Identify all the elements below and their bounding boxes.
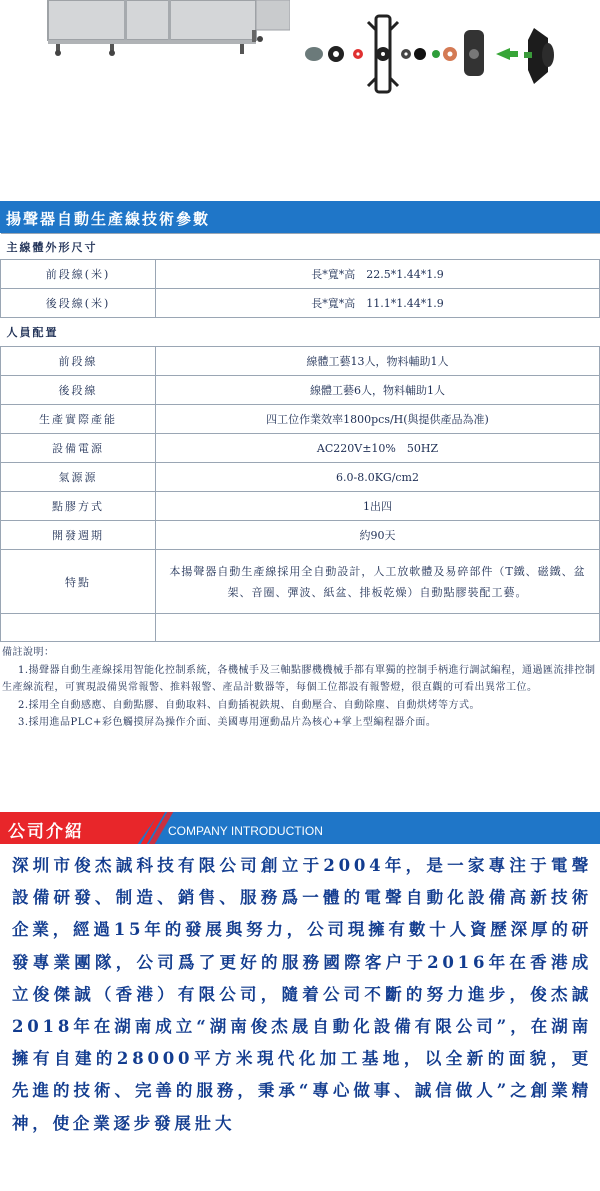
spec-table — [0, 233, 600, 642]
row-value: 線體工藝6人，物料輔助1人 — [156, 376, 600, 405]
row-value: 四工位作業效率1800pcs/H(與提供產品為准) — [156, 405, 600, 434]
notes — [0, 644, 600, 732]
row-value: 6.0-8.0KG/cm2 — [156, 463, 600, 492]
feature-label: 特點 — [1, 550, 156, 614]
row-label: 氣源源 — [1, 463, 156, 492]
table-row — [1, 550, 600, 614]
table-row — [1, 492, 600, 521]
feature-value: 本揚聲器自動生產線採用全自動設計，人工放軟體及易碎部件（T鐵、磁鐵、盆架、音圈、彈波、紙盆、排板乾燥）自動點膠裝配工藝。 — [156, 550, 600, 614]
row-label: 後段線(米) — [1, 289, 156, 318]
note-item: 1.揚聲器自動生產線採用智能化控制系統，各機械手及三軸點膠機機械手都有單獨的控制手柄進行調試編程，通過匯流排控制生產線流程，可實現設備異常報警、推料報警、產品計數器等，每個工位都設有報警燈，很直觀的可看出異常工位。 — [2, 664, 596, 693]
table-row — [1, 521, 600, 550]
spec-title: 揚聲器自動生產線技術參數 — [0, 201, 600, 233]
row-label: 前段線 — [1, 347, 156, 376]
table-row — [1, 614, 600, 642]
note-item: 3.採用進品PLC+彩色觸摸屏為操作介面、美國專用運動晶片為核心+掌上型編程器介面。 — [18, 717, 437, 728]
intro-title: 公司介紹 — [8, 822, 84, 842]
table-row — [1, 260, 600, 289]
row-value: 線體工藝13人，物料輔助1人 — [156, 347, 600, 376]
row-label: 前段線(米) — [1, 260, 156, 289]
empty-cell — [156, 614, 600, 642]
table-row — [1, 405, 600, 434]
assembly-machine-image — [40, 0, 290, 60]
intro-paragraph: 深圳市俊杰誠科技有限公司創立于2004年，是一家專注于電聲設備研發、制造、銷售、服務爲一體的電聲自動化設備高新技術企業，經過15年的發展與努力，公司現擁有數十人資歷深厚的研發專業團隊，公司爲了更好的服務國際客户于2016年在香港成立俊傑誠（香港）有限公司，隨着公司不斷的努力進步，俊杰誠2018年在湖南成立“湖南俊杰晟自動化設備有限公司”，在湖南擁有自建的28000平方米現代化加工基地，以全新的面貌，更先進的技術、完善的服務，秉承“專心做事、誠信做人”之創業精神，使企業逐步發展壯大 — [12, 856, 592, 1133]
table-row — [1, 434, 600, 463]
notes-heading: 備註說明： — [2, 647, 55, 658]
section-staff: 人員配置 — [1, 318, 600, 347]
note-item: 2.採用全自動感應、自動點膠、自動取料、自動插視鉄規、自動壓合、自動除塵、自動烘烤等方式。 — [18, 699, 481, 711]
table-row — [1, 347, 600, 376]
speaker-parts-image — [296, 10, 596, 100]
table-row — [1, 376, 600, 405]
row-value: AC220V±10% 50HZ — [156, 434, 600, 463]
row-value: 長*寬*高 22.5*1.44*1.9 — [156, 260, 600, 289]
row-value: 長*寬*高 11.1*1.44*1.9 — [156, 289, 600, 318]
intro-subtitle: COMPANY INTRODUCTION — [168, 824, 323, 838]
intro-banner — [0, 812, 600, 844]
section-dimensions: 主線體外形尺寸 — [1, 234, 600, 260]
row-label: 設備電源 — [1, 434, 156, 463]
row-label: 後段線 — [1, 376, 156, 405]
product-photo — [0, 0, 600, 200]
table-row — [1, 463, 600, 492]
row-value: 1出四 — [156, 492, 600, 521]
row-label: 開發週期 — [1, 521, 156, 550]
empty-cell — [1, 614, 156, 642]
row-label: 生產實際產能 — [1, 405, 156, 434]
row-value: 約90天 — [156, 521, 600, 550]
row-label: 點膠方式 — [1, 492, 156, 521]
table-row — [1, 289, 600, 318]
